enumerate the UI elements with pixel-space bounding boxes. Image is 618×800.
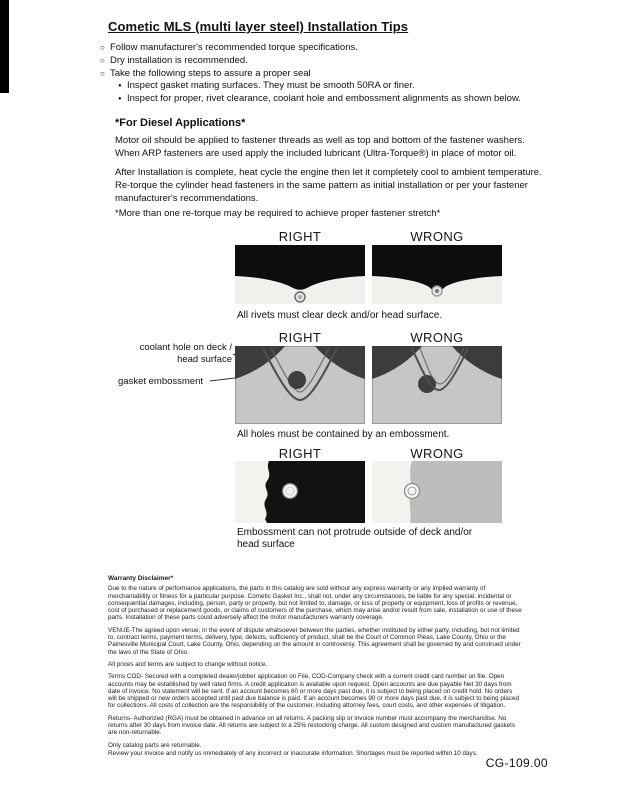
row3-right-label: RIGHT: [278, 446, 322, 461]
tip-text: Inspect for proper, rivet clearance, coolant hole and embossment alignments as shown below.: [127, 93, 521, 105]
tip-sub-item: [118, 80, 521, 93]
diesel-applications-heading: *For Diesel Applications*: [115, 117, 246, 129]
row2-caption: All holes must be contained by an embossment.: [237, 429, 450, 440]
tip-text: Dry installation is recommended.: [110, 54, 248, 66]
page-title: Cometic MLS (multi layer steel) Installation Tips: [108, 19, 409, 34]
tip-item: [100, 55, 521, 68]
row2-right-label: RIGHT: [278, 330, 322, 345]
tip-text: Take the following steps to assure a proper seal: [110, 67, 311, 79]
scan-edge-mark: [0, 0, 9, 93]
row1-caption: All rivets must clear deck and/or head surface.: [237, 310, 443, 321]
embossment-protrusion-wrong-figure: [372, 461, 502, 523]
row1-right-label: RIGHT: [278, 229, 322, 244]
hole-containment-right-illustration: [235, 346, 365, 424]
open-bullet-icon: ○: [100, 55, 105, 65]
tip-text: Follow manufacturer's recommended torque specifications.: [110, 42, 358, 53]
legal-paragraph: Due to the nature of performance applications, the parts in this catalog are sold without any express warranty or any implied warranty of merchantability or fitness for a particular purpose. Cometic Gasket Inc., shall not, under any circumstances, be liable for any special, incidental or consequential damages, including, person, party or property, but not limited to, damage, or loss of property or equipment, loss of profits or revenue, cost of purchased or replacement goods, or claims of customers of the purchase, which may arise and/or result from sale, installation or use of these parts. Installation of these parts could adversely affect the motor manufacturers warranty coverage.: [108, 585, 522, 622]
embossment-containment-wrong-figure: [372, 346, 502, 424]
installation-tips-list: [100, 42, 521, 106]
tip-text: Inspect gasket mating surfaces. They must be smooth 50RA or finer.: [127, 80, 415, 92]
gasket-embossment-label: gasket embossment: [118, 376, 204, 387]
retorque-note: *More than one re-torque may be required to achieve proper fastener stretch*: [115, 208, 441, 219]
hole-containment-wrong-illustration: [372, 346, 502, 424]
legal-paragraph: Terms COD- Secured with a completed dealer/jobber application on File, COD-Company check with a current credit card number on file. Open accounts may be established by well rated firms. A credit application is available upon request. Open accounts are due payable Net 30 days from date of invoice. No statement will be sent. If an account becomes 60 or more days past due, it is subject to being placed on credit hold. No orders will be shipped or new orders accepted until past due balance is paid. If an account becomes 90 or more days past due, it is subject to being placed for collections. All costs of collection are the responsibility of the customer, including attorney fees, court costs, and other expenses of litigation.: [108, 673, 519, 710]
tip-item: [100, 42, 521, 55]
tip-item: [100, 68, 521, 81]
coolant-hole-label: coolant hole on deck / head surface: [139, 342, 232, 365]
legal-paragraph: Only catalog parts are returnable.: [108, 741, 202, 749]
row3-caption: Embossment can not protrude outside of deck and/or head surface: [237, 527, 473, 550]
row3-wrong-label: WRONG: [410, 446, 464, 461]
filled-bullet-icon: ●: [118, 83, 122, 90]
embossment-protrusion-right-figure: [235, 461, 365, 523]
diesel-paragraph-2: After Installation is complete, heat cycle the engine then let it completely cool to ambient temperature. Re-torque the cylinder head fasteners in the same pattern as initial installation or per your fastener manufacturer's recommendations.: [115, 167, 542, 204]
rivet-clearance-right-illustration: [235, 245, 365, 304]
protrusion-wrong-illustration: [372, 461, 502, 523]
warranty-disclaimer-heading: Warranty Disclaimer*: [108, 575, 174, 582]
rivet-clearance-wrong-illustration: [372, 245, 502, 304]
embossment-containment-right-figure: [235, 346, 365, 424]
rivet-wrong-figure: [372, 245, 502, 304]
rivet-right-figure: [235, 245, 365, 304]
legal-paragraph: All prices and terms are subject to change without notice.: [108, 660, 268, 668]
open-bullet-icon: ○: [100, 43, 105, 52]
filled-bullet-icon: ●: [118, 96, 122, 103]
row2-wrong-label: WRONG: [410, 330, 464, 345]
row1-wrong-label: WRONG: [410, 229, 464, 244]
tip-sub-item: [118, 93, 521, 106]
diesel-paragraph-1: Motor oil should be applied to fastener threads as well as top and bottom of the fastener washers. When ARP fasteners are used apply the included lubricant (Ultra-Torque®) in place of motor oil.: [115, 135, 525, 159]
catalog-page-code: CG-109.00: [485, 756, 548, 770]
legal-paragraph: VENUE-The agreed upon venue, in the event of dispute whatsoever between the parties, whether instituted by either party, including, but not limited to, contract terms, payment terms, delivery, type, defects, sufficiency of product, shall be the Court of Common Pleas, Lake County, Ohio or the Painesville Municipal Court, Lake County, Ohio, depending on the amount in controversy. This agreement shall be governed by and construed under the laws of the State of Ohio.: [108, 626, 521, 656]
open-bullet-icon: ○: [100, 68, 105, 78]
protrusion-right-illustration: [235, 461, 365, 523]
legal-paragraph: Returns- Authorized (RGA) must be obtained in advance on all returns. A packing slip or invoice number must accompany the merchandise. No returns after 30 days from invoice date. All returns are subject to a 25% restocking charge. All custom designed and custom manufactured gaskets are non-returnable.: [108, 714, 516, 737]
legal-paragraph: Review your invoice and notify us immediately of any incorrect or inaccurate information. Shortages must be reported within 10 days.: [108, 749, 478, 757]
warranty-disclaimer-section: [108, 575, 522, 758]
